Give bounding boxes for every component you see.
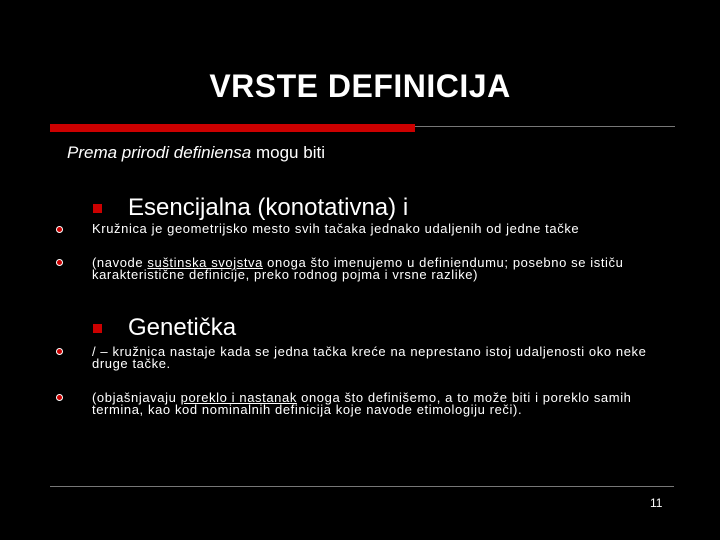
slide-title: VRSTE DEFINICIJA (209, 68, 511, 104)
explanation-text: (navode (92, 255, 148, 270)
footer-rule (50, 486, 674, 487)
explanation-line (92, 392, 662, 416)
title-underline-rule (415, 126, 675, 127)
page-number: 11 (650, 496, 663, 510)
explanation-underlined: suštinska svojstva (147, 255, 263, 270)
example-line: Kružnica je geometrijsko mesto svih tačaka jednako udaljenih od jedne tačke (92, 221, 580, 236)
circle-bullet-icon (56, 348, 63, 355)
circle-bullet-icon (56, 259, 63, 266)
circle-bullet-icon (56, 394, 63, 401)
circle-bullet-icon (56, 226, 63, 233)
title-underline-accent (50, 124, 415, 132)
example-line: / – kružnica nastaje kada se jedna tačka kreće na neprestano istoj udaljenosti oko neke druge tačke. (92, 344, 647, 371)
explanation-text: onoga što definišemo, a to može biti i poreklo samih termina, kao kod nominalnih definicija koje navode etimologiju reči). (92, 390, 632, 417)
explanation-text: onoga što imenujemo u definiendumu; posebno se ističu karakteristične definicije, preko rodnog pojma i vrsne razlike) (92, 255, 624, 282)
heading-esencijalna: Esencijalna (konotativna) i (128, 194, 409, 221)
explanation-line (92, 257, 662, 281)
subtitle-italic: Prema prirodi definiensa (67, 143, 252, 162)
subtitle-rest: mogu biti (251, 143, 325, 162)
slide-subtitle (67, 143, 325, 163)
square-bullet-icon (93, 324, 102, 333)
explanation-text: (objašnjavaju (92, 390, 181, 405)
heading-geneticka: Genetička (128, 314, 237, 341)
square-bullet-icon (93, 204, 102, 213)
explanation-underlined: poreklo i nastanak (180, 390, 297, 405)
